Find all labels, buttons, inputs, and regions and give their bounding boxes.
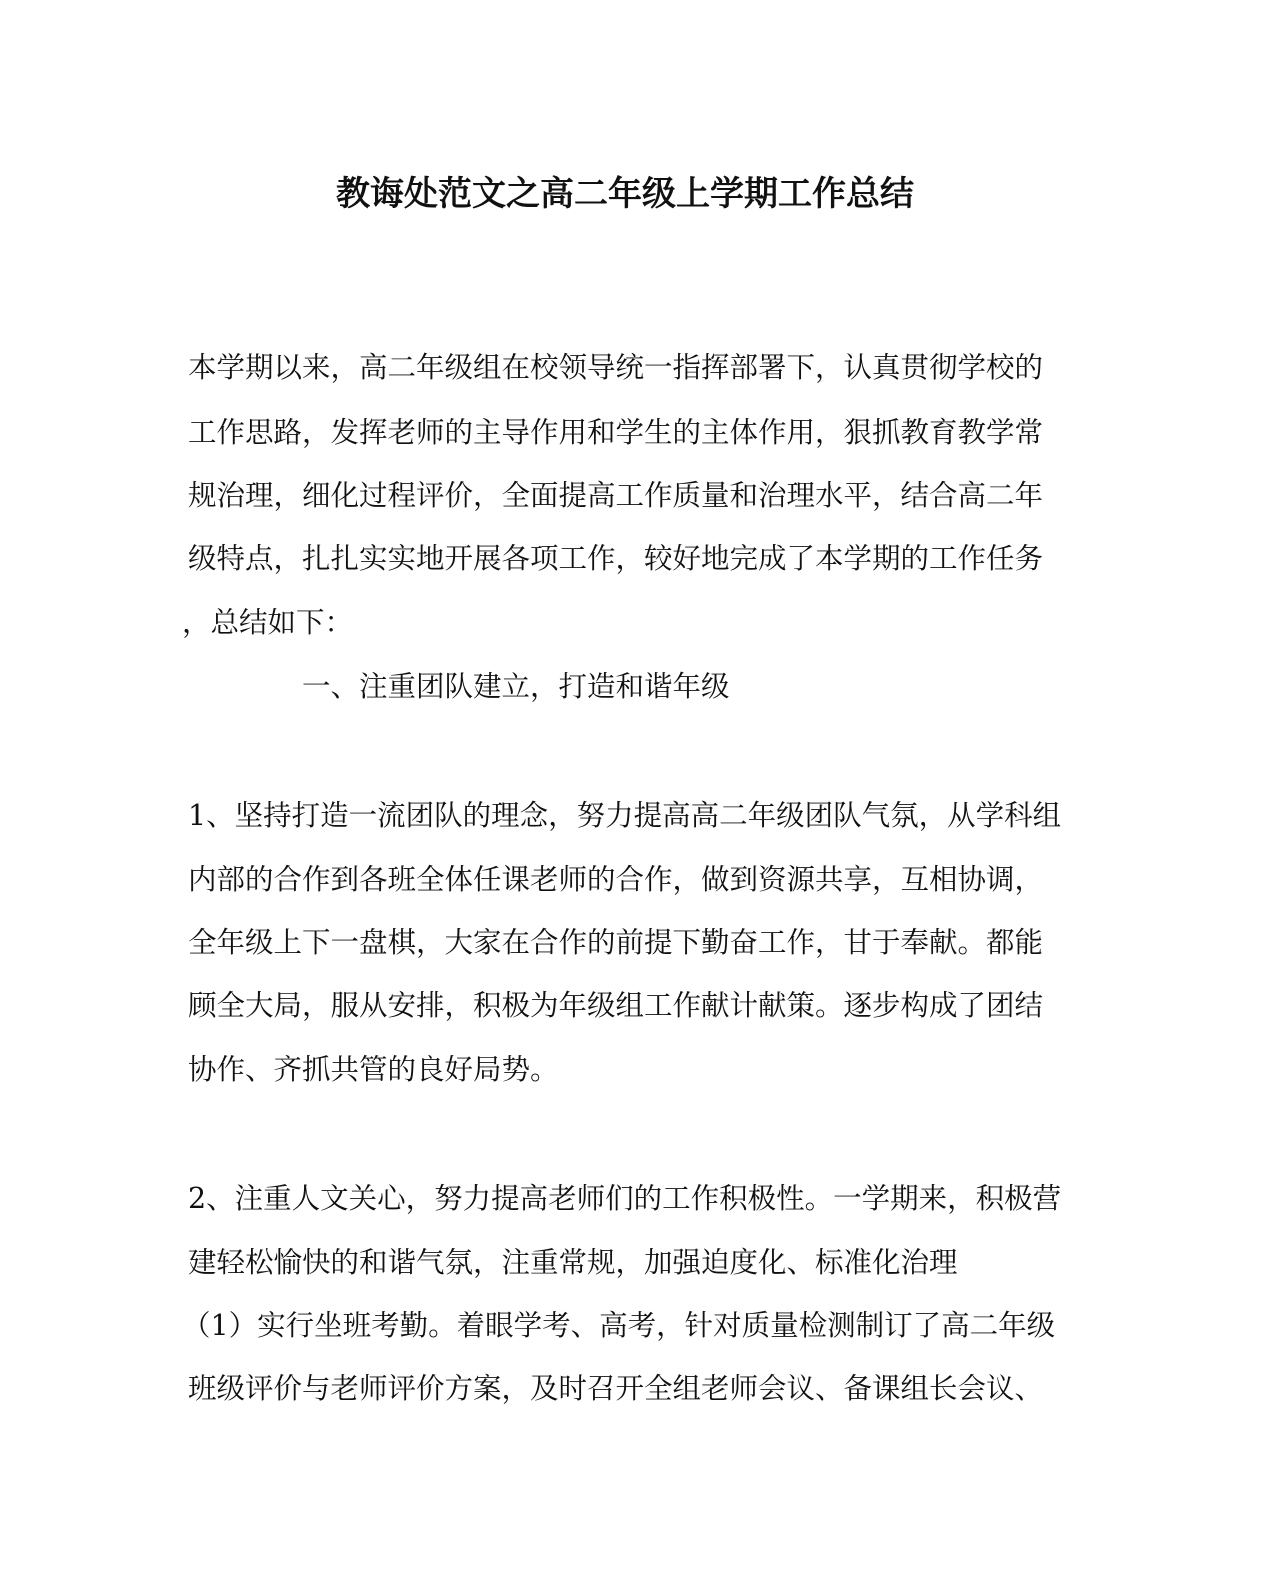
item-2-line-1: 2、注重人文关心，努力提高老师们的工作积极性。一学期来，积极营 (188, 1182, 1062, 1215)
intro-line-3: 规治理，细化过程评价，全面提高工作质量和治理水平，结合高二年 (188, 479, 1044, 512)
item-1-line-4: 顾全大局，服从安排，积极为年级组工作献计献策。逐步构成了团结 (188, 989, 1044, 1022)
document-title: 教诲处范文之高二年级上学期工作总结 (336, 174, 914, 214)
item-2-line-3: （1）实行坐班考勤。着眼学考、高考，针对质量检测制订了高二年级 (182, 1309, 1056, 1342)
item-1-line-5: 协作、齐抓共管的良好局势。 (188, 1053, 559, 1086)
item-2-line-4: 班级评价与老师评价方案，及时召开全组老师会议、备课组长会议、 (188, 1372, 1044, 1405)
item-2-line-2: 建轻松愉快的和谐气氛，注重常规，加强迫度化、标准化治理 (188, 1246, 958, 1279)
item-1-line-3: 全年级上下一盘棋，大家在合作的前提下勤奋工作，甘于奉献。都能 (188, 926, 1044, 959)
intro-line-4: 级特点，扎扎实实地开展各项工作，较好地完成了本学期的工作任务 (188, 542, 1044, 575)
intro-line-2: 工作思路，发挥老师的主导作用和学生的主体作用，狠抓教育教学常 (188, 416, 1044, 449)
item-1-line-2: 内部的合作到各班全体任课老师的合作，做到资源共享，互相协调， (188, 863, 1044, 896)
section-1-heading: 一、注重团队建立，打造和谐年级 (302, 670, 730, 703)
intro-line-5: ，总结如下： (182, 606, 354, 639)
item-1-line-1: 1、坚持打造一流团队的理念，努力提高高二年级团队气氛，从学科组 (188, 799, 1062, 832)
intro-line-1: 本学期以来，高二年级组在校领导统一指挥部署下，认真贯彻学校的 (188, 351, 1044, 384)
